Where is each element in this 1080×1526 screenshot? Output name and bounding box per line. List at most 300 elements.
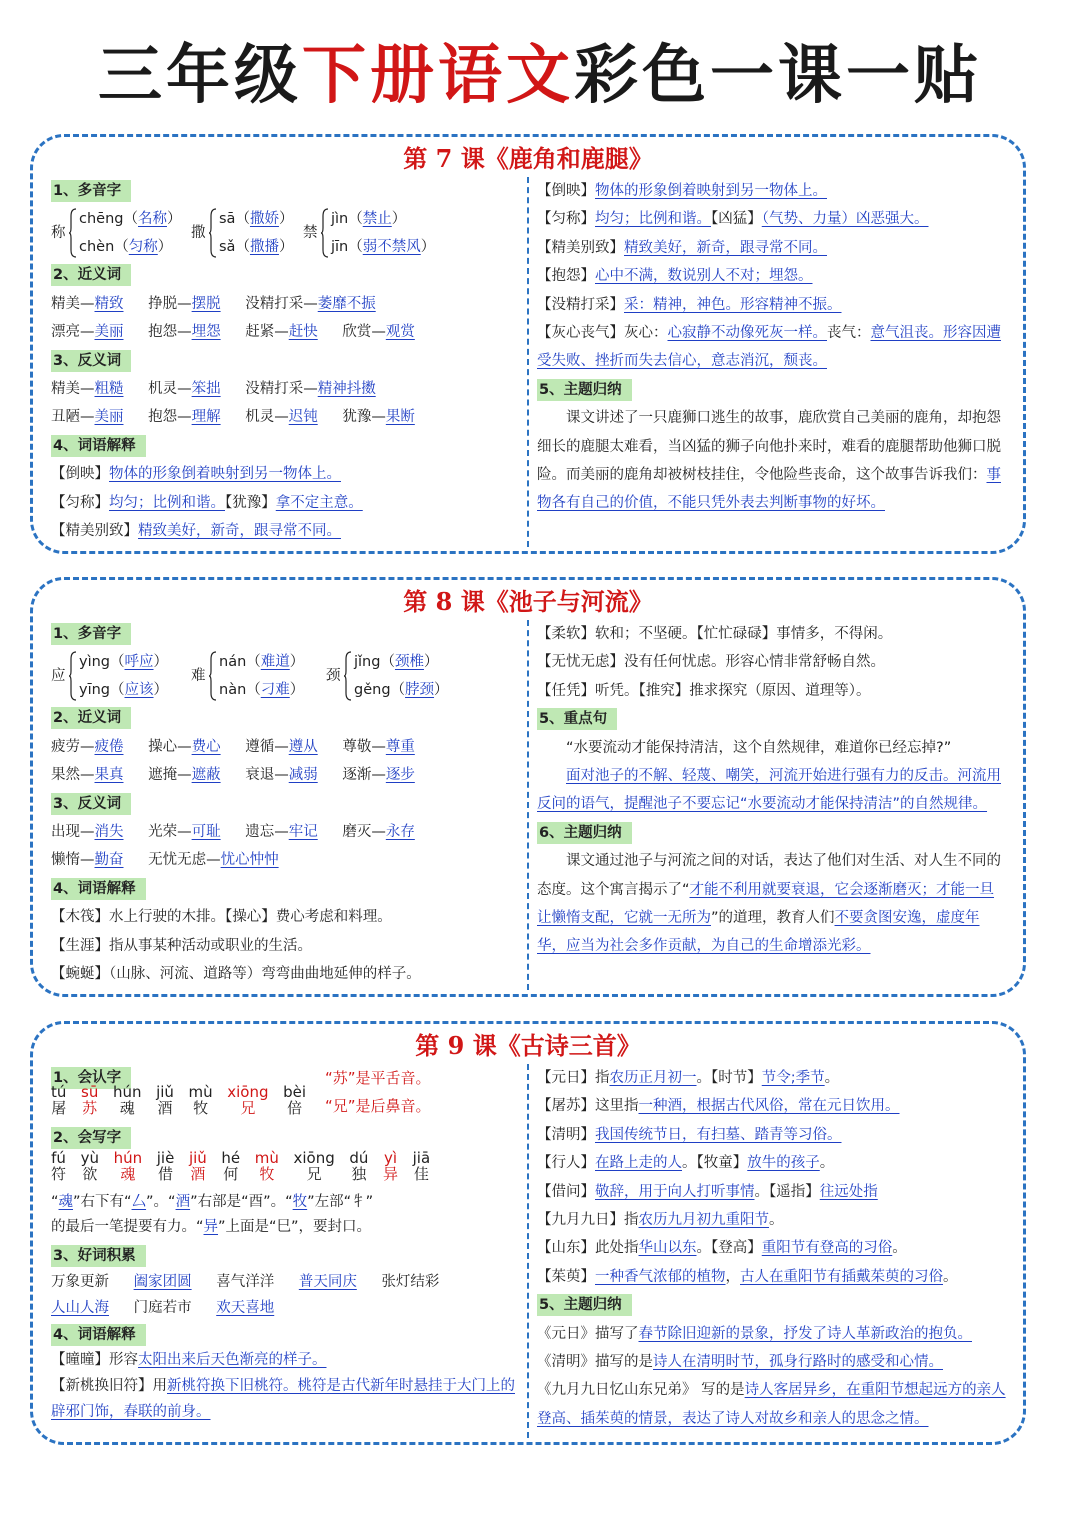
answer-word: 匀称 <box>128 239 158 256</box>
word-pair-row <box>51 290 521 318</box>
section-title: 5、主题归纳 <box>537 1294 632 1316</box>
pinyin: bèi <box>283 1083 307 1101</box>
theme-answer: 春节除旧迎新的景象，抒发了诗人革新政治的抱负。 <box>638 1325 972 1342</box>
pinyin: hé <box>221 1149 241 1167</box>
pinyin: jìn（ <box>331 211 363 228</box>
pinyin: nán（ <box>219 654 261 671</box>
answer-word: 难道 <box>260 654 290 671</box>
term: 【行人】 <box>537 1155 595 1172</box>
definition: 农历正月初一 <box>609 1070 697 1086</box>
section-title: 4、词语解释 <box>51 1324 146 1346</box>
definition: 物体的形象倒着映射到另一物体上。 <box>109 466 341 483</box>
answer-word: 费心 <box>191 738 221 755</box>
pinyin: chèn（ <box>79 239 129 256</box>
poem-theme: 《清明》描写的是诗人在清明时节，孤身行路时的感受和心情。 <box>537 1353 943 1370</box>
char-with-pinyin <box>349 1150 368 1182</box>
answer-word: 呼应 <box>124 654 154 671</box>
theme-text: 课文通过池子与河流之间的对话，表达了他们对生活、对人生不同的态度。这个寓言揭示了“ <box>537 853 1001 898</box>
definition: 一种香气浓郁的植物 <box>595 1268 726 1285</box>
char-with-pinyin <box>255 1150 279 1182</box>
hanzi: 兄 <box>306 1165 322 1183</box>
paren: ） <box>278 211 294 228</box>
hanzi: 魂 <box>120 1165 136 1183</box>
paren: ） <box>423 654 439 671</box>
hanzi: 兄 <box>240 1099 256 1117</box>
definition: 一种酒，根据古代风俗，常在元日饮用。 <box>638 1098 900 1115</box>
poly-char: 颈 <box>326 668 341 685</box>
definition: 华山以东 <box>638 1240 697 1257</box>
definition-row: 【生涯】指从事某种活动或职业的生活。 <box>51 937 312 954</box>
term: 【曈曈】 <box>51 1352 109 1368</box>
pinyin: jiè <box>156 1149 175 1167</box>
answer-word: 果真 <box>94 767 124 784</box>
char-with-pinyin <box>157 1150 175 1182</box>
highlight-char: 酒 <box>175 1194 191 1210</box>
highlight-char: 魂 <box>58 1194 74 1210</box>
paren: ） <box>420 239 436 256</box>
hanzi: 魂 <box>119 1099 135 1117</box>
section-title: 2、会写字 <box>51 1127 131 1149</box>
title-part-1: 三年级 <box>98 38 302 113</box>
answer-word: 逐步 <box>385 767 415 784</box>
word-pair-row <box>51 761 521 789</box>
hanzi: 独 <box>351 1165 367 1183</box>
section-title: 4、词语解释 <box>51 878 146 900</box>
paren: ） <box>157 239 173 256</box>
answer-word: 理解 <box>191 409 221 426</box>
good-word: 人山人海 <box>51 1300 109 1316</box>
lesson8-left-column <box>51 620 521 988</box>
word: 遮掩— <box>148 767 192 784</box>
definition: 重阳节有登高的习俗 <box>761 1240 893 1257</box>
term: 【没精打采】 <box>537 296 624 313</box>
hanzi: 异 <box>383 1165 399 1183</box>
definition-row: 【木筏】水上行驶的木排。【操心】费心考虑和料理。 <box>51 909 392 926</box>
char-with-pinyin <box>413 1150 431 1182</box>
definition: 形容因遭受失败、挫折而失去信心，意志消沉，颓丧。 <box>537 324 1001 370</box>
hanzi: 何 <box>223 1165 239 1183</box>
section-title: 2、近义词 <box>51 707 131 729</box>
char-with-pinyin <box>81 1084 98 1116</box>
term: 【犹豫】 <box>225 494 276 511</box>
word: 赶紧— <box>245 324 289 341</box>
section-title: 1、多音字 <box>51 623 131 645</box>
paren: ） <box>391 211 407 228</box>
section-title: 6、主题归纳 <box>537 822 632 844</box>
word-pair-row <box>51 846 521 874</box>
char-with-pinyin <box>283 1084 306 1116</box>
char-with-pinyin <box>81 1150 99 1182</box>
pronunciation-note: “苏”是平舌音。 <box>325 1069 431 1087</box>
pinyin: sū <box>81 1083 99 1101</box>
hanzi: 牧 <box>193 1099 209 1117</box>
definition: 精致美好，新奇，跟寻常不同。 <box>138 522 341 539</box>
definition: 新桃符换下旧桃符。桃符是古代新年时悬挂于大门上的辟邪门饰，春联的前身。 <box>51 1378 515 1420</box>
paren: ） <box>278 239 294 256</box>
title-part-4: 一课一贴 <box>710 38 982 113</box>
definition: 太阳出来后天色渐亮的样子。 <box>138 1352 327 1368</box>
title-part-2: 下册语文 <box>302 38 574 113</box>
answer-word: 撒播 <box>249 239 279 256</box>
answer-word: 遵从 <box>288 738 318 755</box>
word: 尊敬— <box>342 738 386 755</box>
answer-word: 脖颈 <box>405 682 435 699</box>
definition: 拿不定主意。 <box>275 494 363 511</box>
lesson8-heading: 第 8 课《池子与河流》 <box>403 587 653 616</box>
theme-answer: 诗人客居异乡，在重阳节想起远方的亲人登高、插茱萸的情景，表达了诗人对故乡和亲人的思念之情。 <box>537 1382 1006 1427</box>
section-title: 3、反义词 <box>51 350 131 372</box>
term: 【遥指】 <box>769 1183 820 1200</box>
brace-icon <box>209 651 217 701</box>
section-title: 3、好词积累 <box>51 1245 146 1267</box>
word: 机灵— <box>148 380 192 397</box>
char-with-pinyin <box>189 1084 213 1116</box>
lesson9-heading: 第 9 课《古诗三首》 <box>415 1031 641 1060</box>
word: 无忧无虑— <box>148 852 221 869</box>
writing-tip: 的最后一笔提要有力。“异”上面是“巳”，要封口。 <box>51 1219 372 1235</box>
term: 【元日】 <box>537 1070 595 1086</box>
pinyin: jīn（ <box>331 239 363 256</box>
divider <box>527 1064 529 1438</box>
answer-word: 刁难 <box>260 682 290 699</box>
definition-row: 【新桃换旧符】用新桃符换下旧桃符。桃符是古代新年时悬挂于大门上的辟邪门饰，春联的前身。 <box>51 1378 515 1420</box>
definition: 敬辞，用于向人打听事情 <box>595 1183 755 1200</box>
good-word: 喜气洋洋 <box>216 1274 275 1290</box>
hanzi: 佳 <box>413 1165 429 1183</box>
definition-row: 【借问】敬辞，用于向人打听事情。【遥指】往远处指 <box>537 1183 878 1200</box>
answer-word: 萎靡不振 <box>317 295 376 312</box>
term: 【抱怨】 <box>537 268 595 285</box>
word-pair-row <box>51 375 521 403</box>
definition: 采：精神，神色。形容精神不振。 <box>624 296 842 313</box>
definition-row: 【曈曈】形容太阳出来后天色渐亮的样子。 <box>51 1352 327 1368</box>
brace-icon <box>344 651 352 701</box>
answer-word: 弱不禁风 <box>362 239 421 256</box>
pinyin: tú <box>51 1083 67 1101</box>
definition-row <box>537 234 1007 262</box>
lesson7-card <box>30 134 1026 554</box>
term: 【屠苏】 <box>537 1098 595 1115</box>
word: 机灵— <box>245 409 289 426</box>
hanzi: 符 <box>51 1165 67 1183</box>
definition-row <box>537 291 1007 319</box>
word: 遵循— <box>245 738 289 755</box>
hanzi: 牧 <box>259 1165 275 1183</box>
good-word: 普天同庆 <box>298 1274 357 1290</box>
answer-word: 消失 <box>94 823 124 840</box>
term: 【匀称】 <box>51 494 109 511</box>
definition-row <box>537 262 1007 290</box>
theme-answer: 不要贪图安逸，虚度年华，应当为社会多作贡献，为自己的生命增添光彩。 <box>537 909 980 955</box>
pinyin: mù <box>254 1149 279 1167</box>
term: 【匀称】 <box>537 211 595 228</box>
definition-row: 【茱萸】一种香气浓郁的植物，古人在重阳节有插戴茱萸的习俗。 <box>537 1268 958 1285</box>
term: 【倒映】 <box>51 466 109 483</box>
pinyin: mù <box>188 1083 213 1101</box>
word: 衰退— <box>245 767 289 784</box>
definition: 我国传统节日，有扫墓、踏青等习俗。 <box>595 1126 842 1143</box>
term: 【登高】 <box>711 1240 762 1257</box>
definition: 意气沮丧。 <box>870 324 943 341</box>
term: 【精美别致】 <box>51 522 138 539</box>
key-sentence: “水要流动才能保持清洁，这个自然规律，难道你已经忘掉?” <box>566 739 952 756</box>
word: 遗忘— <box>245 823 289 840</box>
good-words-row <box>51 1269 521 1295</box>
char-with-pinyin <box>156 1084 174 1116</box>
term: 【借问】 <box>537 1183 595 1200</box>
answer-word: 名称 <box>137 211 167 228</box>
definition: 放牛的孩子 <box>747 1155 820 1172</box>
definition-row: 【蜿蜒】（山脉、河流、道路等）弯弯曲曲地延伸的样子。 <box>51 965 421 982</box>
section-title: 1、会认字 <box>51 1067 131 1089</box>
word: 疲劳— <box>51 738 95 755</box>
hanzi: 酒 <box>157 1099 173 1117</box>
paren: ） <box>289 682 305 699</box>
answer-word: 疲倦 <box>94 738 124 755</box>
definition-row: 【元日】指农历正月初一。【时节】节令;季节。 <box>537 1070 840 1086</box>
title-part-3: 彩色 <box>574 38 710 113</box>
pinyin: jǐng（ <box>354 654 395 671</box>
lesson8-right-column <box>537 620 1007 961</box>
page-title <box>0 26 1080 126</box>
section-title: 4、词语解释 <box>51 435 146 457</box>
lesson9-card <box>30 1021 1026 1445</box>
answer-word: 牢记 <box>288 823 318 840</box>
polyphone-block <box>51 648 521 704</box>
section-title: 1、多音字 <box>51 180 131 202</box>
term: 【新桃换旧符】 <box>51 1378 153 1394</box>
word: 懒惰— <box>51 852 95 869</box>
answer-word: 减弱 <box>288 767 318 784</box>
poly-char: 撒 <box>191 225 206 242</box>
word: 没精打采— <box>245 295 318 312</box>
definition: 均匀；比例和谐。 <box>595 211 711 228</box>
definition-row: 【山东】此处指华山以东。【登高】重阳节有登高的习俗。 <box>537 1240 907 1257</box>
definition-lead: 丧气： <box>827 324 871 341</box>
section-title: 2、近义词 <box>51 264 131 286</box>
hanzi: 欲 <box>82 1165 98 1183</box>
brace-icon <box>209 208 217 258</box>
pinyin: nàn（ <box>219 682 261 699</box>
term: 【九月九日】 <box>537 1211 624 1228</box>
poly-char: 难 <box>191 668 206 685</box>
char-with-pinyin <box>189 1150 207 1182</box>
paren: ） <box>434 682 449 699</box>
word: 没精打采— <box>245 380 318 397</box>
theme-answer: 事物各有自己的价值，不能只凭外表去判断事物的好坏。 <box>537 466 1001 512</box>
analysis-text: 面对池子的不解、轻蔑、嘲笑，河流开始进行强有力的反击。河流用反问的语气，提醒池子不要忘记“水要流动才能保持清洁”的自然规律。 <box>537 767 1001 813</box>
word: 操心— <box>148 738 192 755</box>
highlight-char: 厶 <box>131 1194 147 1210</box>
answer-word: 勤奋 <box>94 852 124 869</box>
char-with-pinyin <box>113 1084 142 1116</box>
hanzi: 屠 <box>51 1099 67 1117</box>
pinyin: yì <box>383 1149 398 1167</box>
theme-answer: 诗人在清明时节，孤身行路时的感受和心情。 <box>653 1353 943 1370</box>
definition: 农历九月初九重阳节 <box>638 1211 769 1228</box>
word: 精美— <box>51 380 95 397</box>
answer-word: 精致 <box>94 295 124 312</box>
answer-word: 可耻 <box>191 823 221 840</box>
definition-row <box>51 489 521 517</box>
term: 【清明】 <box>537 1126 595 1143</box>
pinyin: jiǔ <box>156 1083 174 1101</box>
hanzi: 苏 <box>82 1099 98 1117</box>
theme-paragraph <box>537 404 1007 518</box>
definition-row <box>51 517 521 545</box>
hanzi: 酒 <box>190 1165 206 1183</box>
definition: 物体的形象倒着映射到另一物体上。 <box>595 183 827 199</box>
answer-word: 忧心忡忡 <box>220 852 279 869</box>
word: 磨灭— <box>342 823 386 840</box>
char-with-pinyin <box>221 1150 240 1182</box>
key-sentence-analysis <box>537 762 1007 819</box>
answer-word: 笨拙 <box>191 380 221 397</box>
divider <box>527 620 529 990</box>
word-pair-row <box>51 733 521 761</box>
char-with-pinyin <box>114 1150 143 1182</box>
theme-text: ”的道理，教育人们 <box>711 909 835 926</box>
pronunciation-note: “兄”是后鼻音。 <box>325 1097 431 1115</box>
definition-row <box>537 177 1007 205</box>
poly-char: 称 <box>51 225 66 242</box>
answer-word: 禁止 <box>362 211 392 228</box>
term: 【山东】 <box>537 1240 595 1257</box>
answer-word: 迟钝 <box>288 409 318 426</box>
definition: 均匀；比例和谐。 <box>109 494 225 511</box>
answer-word: 粗糙 <box>94 380 124 397</box>
char-with-pinyin <box>51 1084 66 1116</box>
word: 漂亮— <box>51 324 95 341</box>
term: 【茱萸】 <box>537 1268 595 1285</box>
answer-word: 尊重 <box>385 738 415 755</box>
word: 抱怨— <box>148 324 192 341</box>
answer-word: 果断 <box>385 409 415 426</box>
word: 欣赏— <box>342 324 386 341</box>
section-title: 3、反义词 <box>51 793 131 815</box>
answer-word: 遮蔽 <box>191 767 221 784</box>
section-title: 5、重点句 <box>537 708 617 730</box>
poem-theme: 《元日》描写了春节除旧迎新的景象，抒发了诗人革新政治的抱负。 <box>537 1325 972 1342</box>
word: 逐渐— <box>342 767 386 784</box>
term: 【灰心丧气】 <box>537 324 624 341</box>
word: 抱怨— <box>148 409 192 426</box>
term: 【时节】 <box>711 1070 762 1086</box>
term: 【牧童】 <box>696 1155 748 1172</box>
answer-word: 颈椎 <box>394 654 424 671</box>
definition-row: 【柔软】软和；不坚硬。【忙忙碌碌】事情多，不得闲。 <box>537 626 893 642</box>
writing-tip: “魂”右下有“厶”。“酒”右部是“酉”。“牧”左部“牜” <box>51 1194 374 1210</box>
word: 挣脱— <box>148 295 192 312</box>
paren: ） <box>289 654 305 671</box>
word: 丑陋— <box>51 409 95 426</box>
answer-word: 赶快 <box>288 324 318 341</box>
lesson7-right-column <box>537 177 1007 518</box>
definition-row: 【无忧无虑】没有任何忧虑。形容心情非常舒畅自然。 <box>537 654 885 671</box>
pinyin: hún <box>113 1149 143 1167</box>
paren: ） <box>153 682 169 699</box>
definition-row <box>537 319 1007 376</box>
definition: 心中不满，数说别人不对；埋怨。 <box>595 268 813 285</box>
theme-answer: 才能不利用就要衰退，它会逐渐磨灭；才能一旦让懒惰支配，它就一无所为 <box>537 881 995 926</box>
good-word: 阖家团圆 <box>133 1274 192 1290</box>
brace-icon <box>69 651 77 701</box>
pinyin: chēng（ <box>79 211 138 228</box>
definition-row <box>537 205 1007 233</box>
definition: （气势、力量）凶恶强大。 <box>761 211 929 228</box>
pinyin: hún <box>112 1083 142 1101</box>
word: 出现— <box>51 823 95 840</box>
poem-theme: 《九月九日忆山东兄弟》 写的是诗人客居异乡，在重阳节想起远方的亲人登高、插茱萸的情景，表达了诗人对故乡和亲人的思念之情。 <box>537 1382 1006 1427</box>
answer-word: 精神抖擞 <box>317 380 376 397</box>
pinyin: gěng（ <box>354 682 406 699</box>
definition: 精致美好，新奇，跟寻常不同。 <box>624 239 827 256</box>
pinyin: yìng（ <box>79 654 125 671</box>
pinyin: xiōng <box>227 1083 269 1101</box>
answer-word: 撒娇 <box>249 211 279 228</box>
definition: 往远处指 <box>819 1183 878 1200</box>
lesson9-right-column <box>537 1064 1007 1433</box>
good-words-row <box>51 1295 521 1321</box>
lesson8-card <box>30 577 1026 997</box>
word: 光荣— <box>148 823 192 840</box>
pinyin: jiǔ <box>188 1149 207 1167</box>
char-with-pinyin <box>227 1084 268 1116</box>
answer-word: 埋怨 <box>191 324 221 341</box>
answer-word: 观赏 <box>385 324 415 341</box>
poly-char: 应 <box>51 668 66 685</box>
good-word: 万象更新 <box>51 1274 109 1290</box>
word-pair-row <box>51 403 521 431</box>
definition-row: 【屠苏】这里指一种酒，根据古代风俗，常在元日饮用。 <box>537 1098 900 1115</box>
good-word: 门庭若市 <box>133 1300 192 1316</box>
brace-icon <box>321 208 329 258</box>
answer-word: 永存 <box>385 823 415 840</box>
poly-char: 禁 <box>303 225 318 242</box>
definition-lead: 灰心： <box>624 324 668 341</box>
definition-row <box>537 1121 1007 1149</box>
pinyin: xiōng <box>293 1149 335 1167</box>
char-with-pinyin <box>294 1150 335 1182</box>
good-word: 张灯结彩 <box>381 1274 440 1290</box>
pinyin: sā（ <box>219 211 250 228</box>
theme-paragraph <box>537 847 1007 961</box>
pinyin: sǎ（ <box>219 239 250 256</box>
paren: ） <box>153 654 169 671</box>
definition-row: 【任凭】听凭。【推究】推求探究（原因、道理等）。 <box>537 682 871 699</box>
brace-icon <box>69 208 77 258</box>
char-with-pinyin <box>51 1150 66 1182</box>
lesson7-left-column <box>51 177 521 545</box>
definition: 在路上走的人 <box>595 1155 682 1172</box>
definition: 心寂静不动像死灰一样。 <box>667 324 827 341</box>
pinyin: fú <box>51 1149 66 1167</box>
definition-row <box>51 460 521 488</box>
word: 精美— <box>51 295 95 312</box>
hanzi: 倍 <box>287 1099 303 1117</box>
lesson9-left-column <box>51 1064 521 1425</box>
lesson7-heading: 第 7 课《鹿角和鹿腿》 <box>403 144 653 173</box>
term: 【精美别致】 <box>537 239 624 256</box>
definition-row: 【九月九日】指农历九月初九重阳节。 <box>537 1211 784 1228</box>
paren: ） <box>166 211 182 228</box>
term: 【凶猛】 <box>711 211 762 228</box>
definition: 节令;季节 <box>761 1070 825 1086</box>
term: 【倒映】 <box>537 183 595 199</box>
hanzi: 借 <box>158 1165 174 1183</box>
char-with-pinyin <box>383 1150 398 1182</box>
answer-word: 应该 <box>124 682 154 699</box>
